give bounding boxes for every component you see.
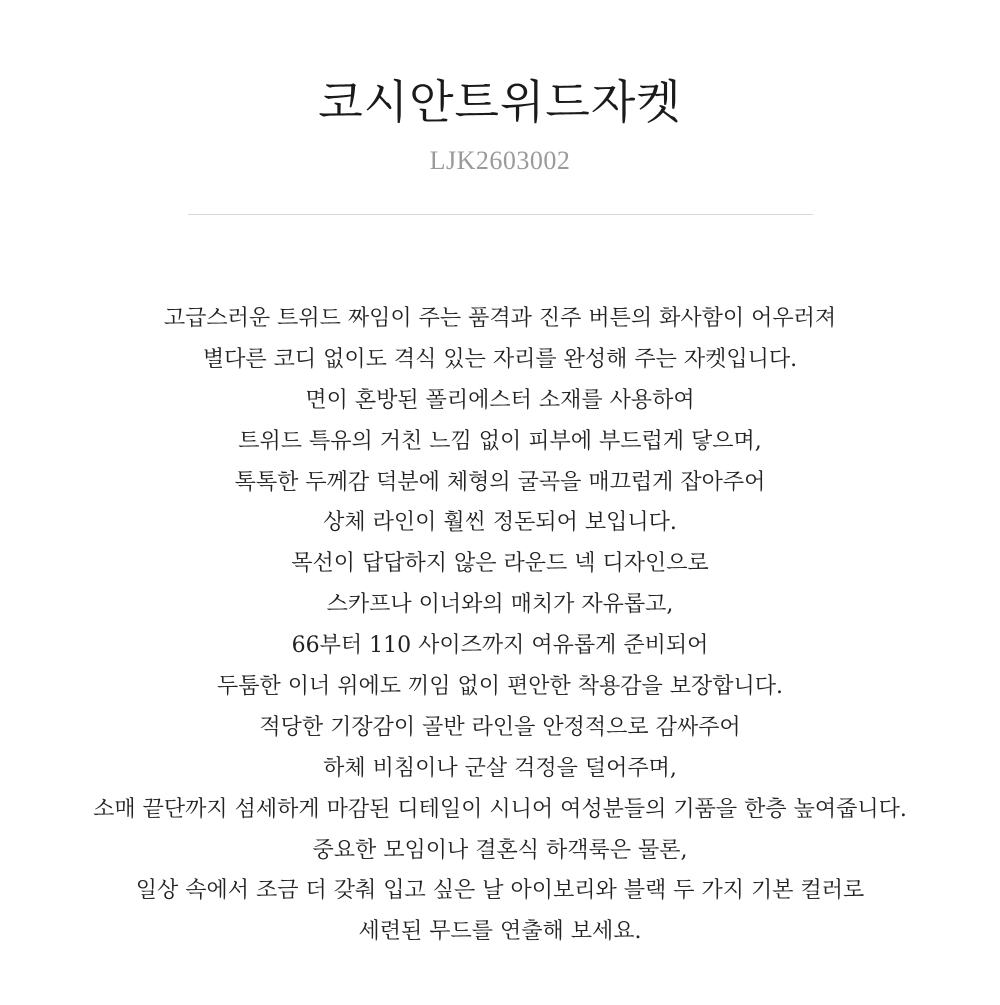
- description-line: 면이 혼방된 폴리에스터 소재를 사용하여: [305, 387, 695, 413]
- description-line: 적당한 기장감이 골반 라인을 안정적으로 감싸주어: [259, 714, 741, 740]
- description-line: 트위드 특유의 거친 느낌 없이 피부에 부드럽게 닿으며,: [238, 428, 762, 454]
- description-line: 하체 비침이나 군살 걱정을 덜어주며,: [323, 755, 677, 781]
- description-line: 톡톡한 두께감 덕분에 체형의 굴곡을 매끄럽게 잡아주어: [234, 469, 766, 495]
- product-code: LJK2603002: [429, 146, 571, 175]
- description-line: 중요한 모임이나 결혼식 하객룩은 물론,: [312, 837, 688, 863]
- description-line: 66부터 110 사이즈까지 여유롭게 준비되어: [291, 633, 709, 659]
- description-line: 소매 끝단까지 섬세하게 마감된 디테일이 시니어 여성분들의 기품을 한층 높여줍니다.: [93, 796, 907, 822]
- description-line: 두툼한 이너 위에도 끼임 없이 편안한 착용감을 보장합니다.: [217, 674, 783, 700]
- description-line: 별다른 코디 없이도 격식 있는 자리를 완성해 주는 자켓입니다.: [202, 346, 798, 372]
- description-line: 목선이 답답하지 않은 라운드 넥 디자인으로: [291, 551, 709, 577]
- header-divider: [188, 214, 813, 215]
- product-description: [0, 299, 1000, 953]
- description-line: 스카프나 이너와의 매치가 자유롭고,: [326, 592, 674, 618]
- description-line: 세련된 무드를 연출해 보세요.: [358, 919, 642, 945]
- description-line: 고급스러운 트위드 짜임이 주는 품격과 진주 버튼의 화사함이 어우러져: [163, 306, 837, 331]
- description-line: 상체 라인이 훨씬 정돈되어 보입니다.: [323, 510, 677, 536]
- description-line: 일상 속에서 조금 더 갖춰 입고 싶은 날 아이보리와 블랙 두 가지 기본 컬러로: [135, 878, 865, 904]
- product-title: 코시안트위드자켓: [318, 75, 682, 129]
